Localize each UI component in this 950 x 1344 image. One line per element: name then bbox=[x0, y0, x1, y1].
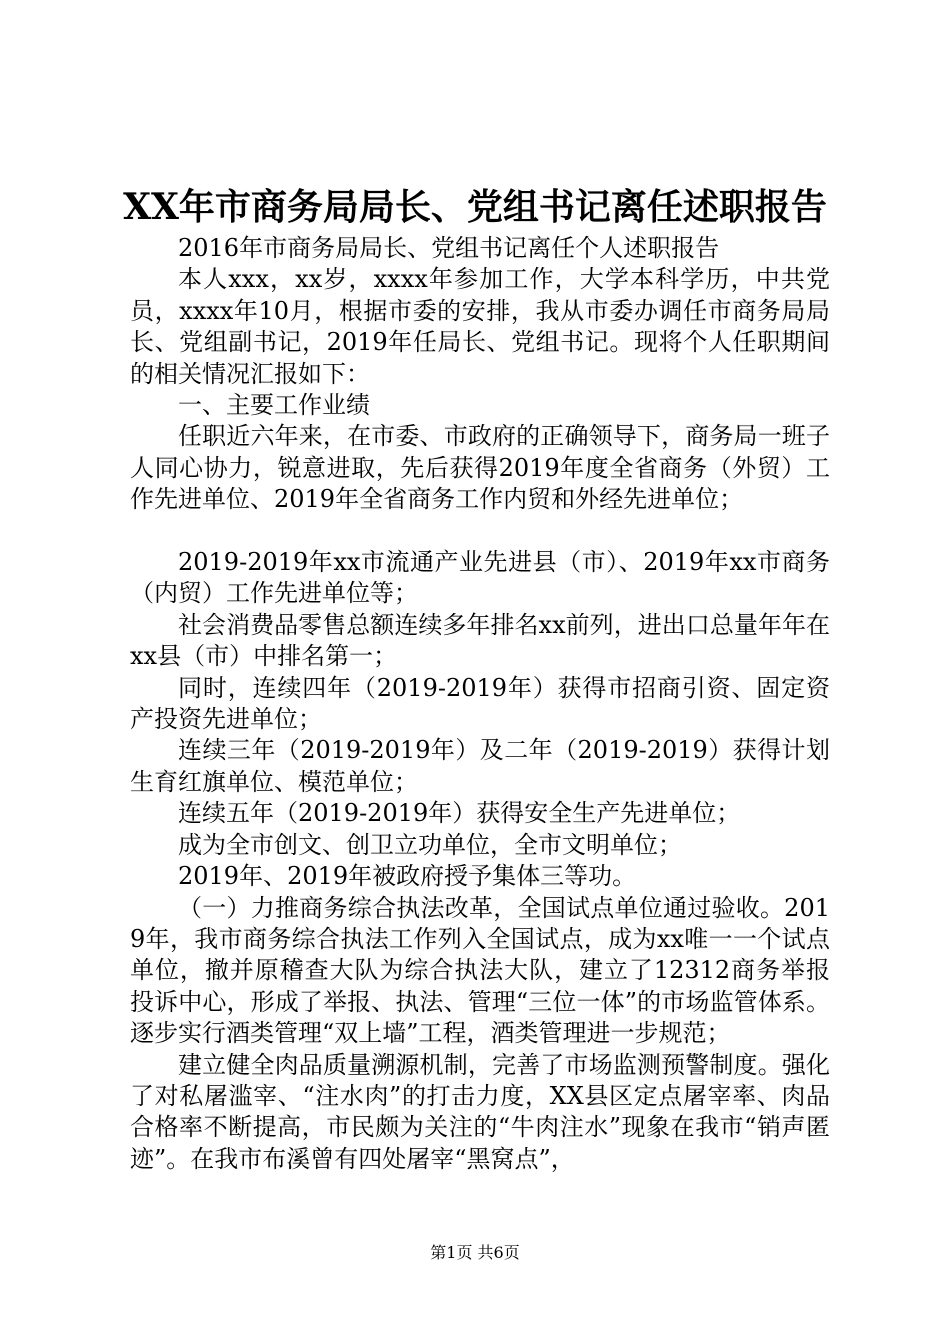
paragraph-civilization: 成为全市创文、创卫立功单位，全市文明单位； bbox=[178, 830, 682, 859]
paragraph-enforcement-reform: （一）力推商务综合执法改革，全国试点单位通过验收。2019年，我市商务综合执法工作列入全国试点，成为xx唯一一个试点单位，撤并原稽查大队为综合执法大队，建立了12312商务举报投诉中心，形成了举报、执法、管理“三位一体”的市场监管体系。逐步实行酒类管理“双上墙”工程，酒类管理进一步规范； bbox=[130, 893, 830, 1048]
paragraph-family-planning: 连续三年（2019-2019年）及二年（2019-2019）获得计划生育红旗单位、模范单位； bbox=[130, 736, 830, 796]
document-title: XX年市商务局局长、党组书记离任述职报告 bbox=[123, 186, 827, 228]
paragraph-achievements: 任职近六年来，在市委、市政府的正确领导下，商务局一班子人同心协力，锐意进取，先后获得2019年度全省商务（外贸）工作先进单位、2019年全省商务工作内贸和外经先进单位； bbox=[130, 422, 830, 514]
paragraph-safety: 连续五年（2019-2019年）获得安全生产先进单位； bbox=[178, 799, 741, 828]
paragraph-investment: 同时，连续四年（2019-2019年）获得市招商引资、固定资产投资先进单位； bbox=[130, 673, 830, 734]
section-heading: 一、主要工作业绩 bbox=[178, 391, 370, 420]
paragraph-award-2: 2019-2019年xx市流通产业先进县（市）、2019年xx市商务（内贸）工作先进单位等； bbox=[130, 548, 830, 608]
page-number: 第1页 共6页 bbox=[430, 1243, 520, 1262]
document-body bbox=[130, 233, 830, 1175]
paragraph-intro: 本人xxx，xx岁，xxxx年参加工作，大学本科学历，中共党员，xxxx年10月，根据市委的安排，我从市委办调任市商务局局长、党组副书记，2019年任局长、党组书记。现将个人任职期间的相关情况汇报如下： bbox=[130, 265, 830, 388]
paragraph-retail-ranking: 社会消费品零售总额连续多年排名xx前列，进出口总量年年在xx县（市）中排名第一； bbox=[130, 610, 830, 671]
paragraph-meat-quality: 建立健全肉品质量溯源机制，完善了市场监测预警制度。强化了对私屠滥宰、“注水肉”的打击力度，XX县区定点屠宰率、肉品合格率不断提高，市民颇为关注的“牛肉注水”现象在我市“销声匿迹”。在我市布溪曾有四处屠宰“黑窝点”， bbox=[130, 1050, 830, 1173]
paragraph-subtitle: 2016年市商务局局长、党组书记离任个人述职报告 bbox=[178, 234, 720, 262]
paragraph-merit: 2019年、2019年被政府授予集体三等功。 bbox=[178, 862, 637, 891]
